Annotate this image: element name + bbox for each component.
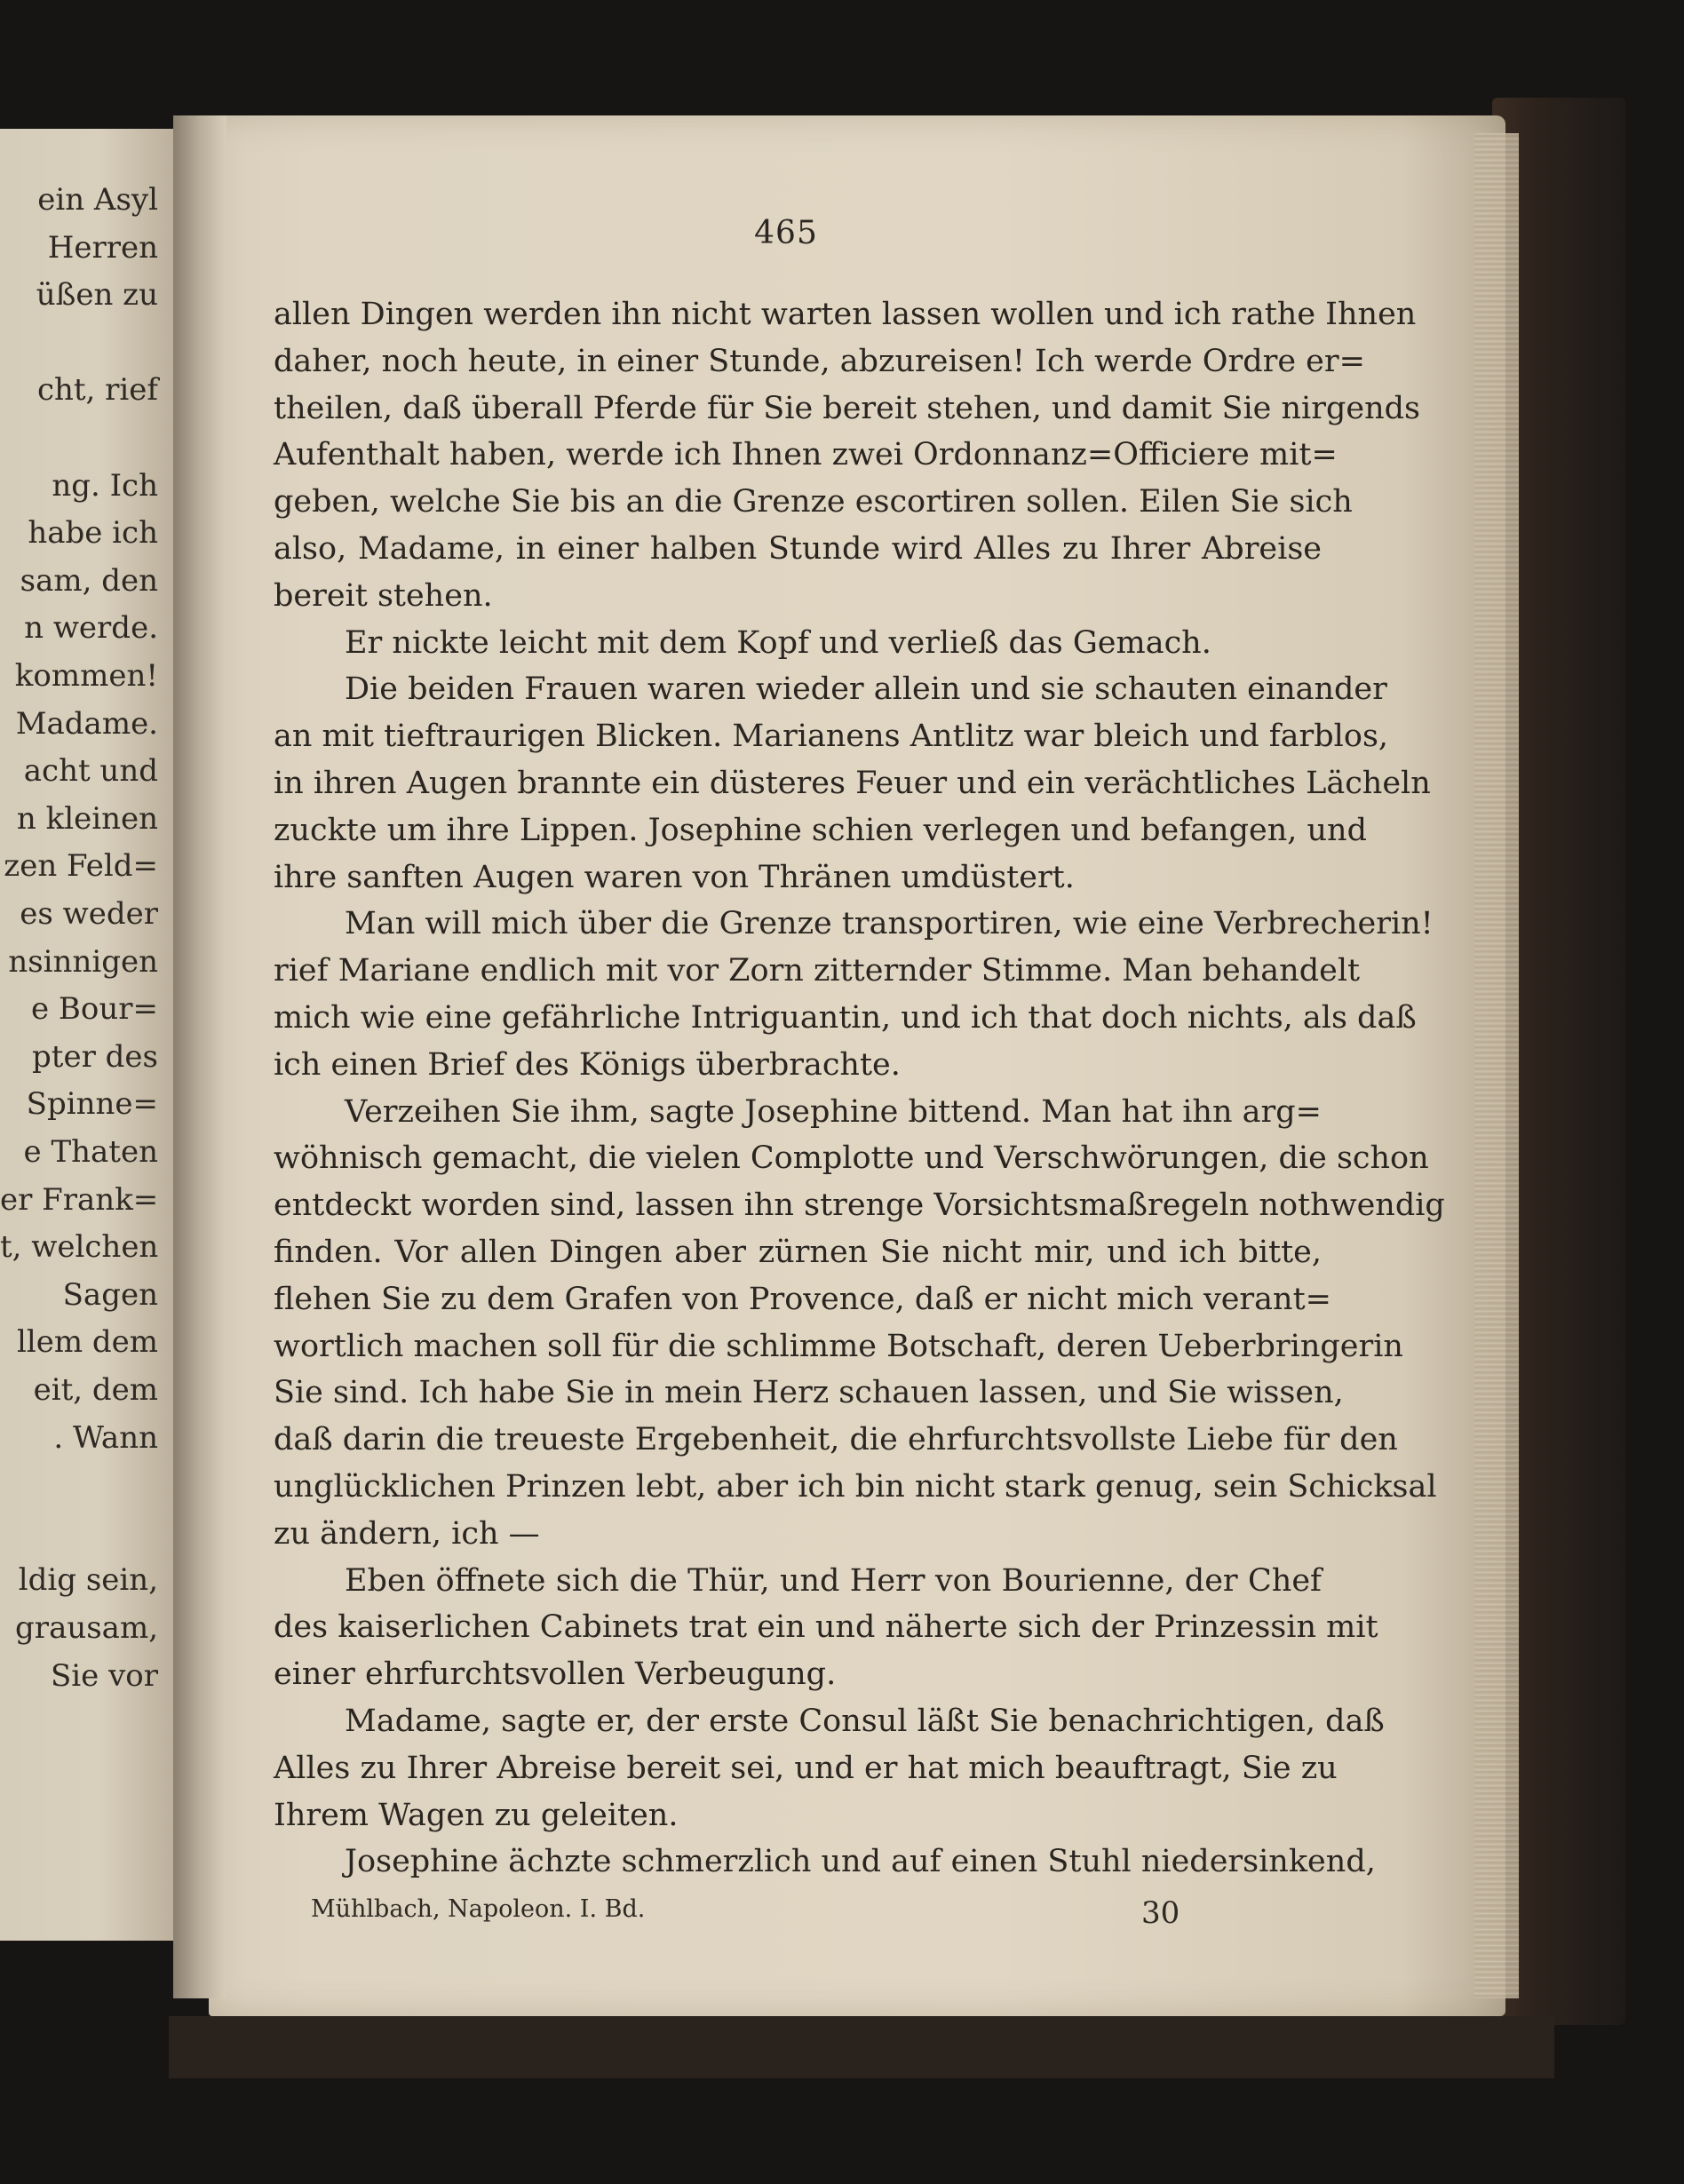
text-line: Alles zu Ihrer Abreise bereit sei, und er hat mich beauftragt, Sie zu	[274, 1750, 1338, 1786]
book-gutter	[173, 115, 226, 1998]
left-page-fragment: n werde.	[24, 610, 158, 647]
left-page-fragment: ng. Ich	[52, 467, 158, 504]
text-line: Aufenthalt haben, werde ich Ihnen zwei Ordonnanz=Officiere mit=	[274, 437, 1338, 473]
left-page-fragment: Sie vor	[50, 1657, 158, 1694]
left-page-fragment: . Wann	[53, 1419, 158, 1456]
left-page-fragment: t, welchen	[0, 1229, 159, 1266]
left-page-fragment: es weder	[20, 896, 158, 932]
left-page-fragment: e Bour=	[30, 991, 158, 1028]
text-line: des kaiserlichen Cabinets trat ein und näherte sich der Prinzessin mit	[274, 1609, 1378, 1646]
left-page-fragment: cht, rief	[36, 372, 158, 409]
text-line: daher, noch heute, in einer Stunde, abzureisen! Ich werde Ordre er=	[274, 343, 1365, 379]
text-line: zuckte um ihre Lippen. Josephine schien verlegen und befangen, und	[274, 812, 1367, 848]
text-line: theilen, daß überall Pferde für Sie bereit stehen, und damit Sie nirgends	[274, 390, 1421, 426]
left-page-fragment: sam, den	[20, 562, 158, 599]
text-line: wortlich machen soll für die schlimme Botschaft, deren Ueberbringerin	[274, 1328, 1403, 1364]
left-page-fragment: eit, dem	[33, 1372, 158, 1408]
text-line: Madame, sagte er, der erste Consul läßt Sie benachrichtigen, daß	[345, 1703, 1385, 1739]
left-page-fragment: Spinne=	[26, 1086, 158, 1123]
text-line: zu ändern, ich —	[274, 1515, 540, 1552]
text-line: unglücklichen Prinzen lebt, aber ich bin nicht stark genug, sein Schicksal	[274, 1468, 1437, 1505]
left-page	[0, 129, 182, 1941]
footer-sheet-number: 30	[1141, 1895, 1180, 1931]
text-line: wöhnisch gemacht, die vielen Complotte und Verschwörungen, die schon	[274, 1140, 1429, 1177]
page-number: 465	[754, 215, 818, 251]
left-page-fragment: grausam,	[15, 1610, 158, 1646]
text-line: bereit stehen.	[274, 577, 493, 614]
left-page-fragment: pter des	[32, 1038, 158, 1075]
page-edges	[1474, 133, 1519, 1998]
text-line: finden. Vor allen Dingen aber zürnen Sie nicht mir, und ich bitte,	[274, 1234, 1322, 1270]
text-line: ich einen Brief des Königs überbrachte.	[274, 1046, 901, 1083]
text-line: einer ehrfurchtsvollen Verbeugung.	[274, 1656, 837, 1693]
text-line: Sie sind. Ich habe Sie in mein Herz schauen lassen, und Sie wissen,	[274, 1375, 1344, 1411]
left-page-fragment: e Thaten	[23, 1134, 158, 1170]
left-page-fragment: zen Feld=	[4, 848, 158, 885]
text-line: also, Madame, in einer halben Stunde wird Alles zu Ihrer Abreise	[274, 530, 1322, 567]
left-page-fragment: llem dem	[16, 1324, 158, 1361]
left-page-fragment: n kleinen	[16, 800, 158, 837]
text-line: an mit tieftraurigen Blicken. Marianens Antlitz war bleich und farblos,	[274, 719, 1389, 755]
text-line: Die beiden Frauen waren wieder allein und sie schauten einander	[345, 671, 1387, 708]
text-line: geben, welche Sie bis an die Grenze escortiren sollen. Eilen Sie sich	[274, 484, 1353, 520]
book-cover-bottom	[169, 2016, 1554, 2078]
text-line: in ihren Augen brannte ein düsteres Feuer und ein verächtliches Lächeln	[274, 765, 1431, 801]
left-page-fragment: nsinnigen	[8, 943, 158, 980]
text-line: Verzeihen Sie ihm, sagte Josephine bittend. Man hat ihn arg=	[345, 1093, 1322, 1130]
left-page-fragment: Madame.	[15, 705, 158, 742]
text-line: flehen Sie zu dem Grafen von Provence, daß er nicht mich verant=	[274, 1281, 1331, 1317]
text-line: ihre sanften Augen waren von Thränen umdüstert.	[274, 859, 1075, 895]
text-line: mich wie eine gefährliche Intriguantin, und ich that doch nichts, als daß	[274, 999, 1417, 1036]
text-line: Ihrem Wagen zu geleiten.	[274, 1797, 679, 1833]
left-page-fragment: habe ich	[28, 515, 158, 552]
left-page-fragment: üßen zu	[36, 277, 158, 314]
text-line: daß darin die treueste Ergebenheit, die ehrfurchtsvollste Liebe für den	[274, 1422, 1398, 1458]
text-line: entdeckt worden sind, lassen ihn strenge Vorsichtsmaßregeln nothwendig	[274, 1187, 1445, 1224]
footer-signature: Mühlbach, Napoleon. I. Bd.	[311, 1895, 646, 1923]
text-line: rief Mariane endlich mit vor Zorn zitternder Stimme. Man behandelt	[274, 953, 1361, 989]
text-line: allen Dingen werden ihn nicht warten lassen wollen und ich rathe Ihnen	[274, 297, 1417, 332]
left-page-fragment: Herren	[47, 229, 158, 266]
left-page-fragment: ein Asyl	[37, 182, 158, 218]
left-page-fragment: er Frank=	[0, 1181, 159, 1218]
text-line: Man will mich über die Grenze transportiren, wie eine Verbrecherin!	[345, 906, 1434, 942]
left-page-fragment: ldig sein,	[18, 1562, 158, 1599]
text-line: Eben öffnete sich die Thür, und Herr von Bourienne, der Chef	[345, 1562, 1322, 1599]
left-page-fragment: kommen!	[14, 658, 158, 694]
text-line: Er nickte leicht mit dem Kopf und verließ das Gemach.	[345, 624, 1211, 661]
page-text	[274, 291, 1445, 1886]
left-page-fragment: Sagen	[62, 1276, 158, 1313]
text-line: Josephine ächzte schmerzlich und auf einen Stuhl niedersinkend,	[345, 1844, 1376, 1880]
left-page-fragment: acht und	[23, 753, 158, 790]
